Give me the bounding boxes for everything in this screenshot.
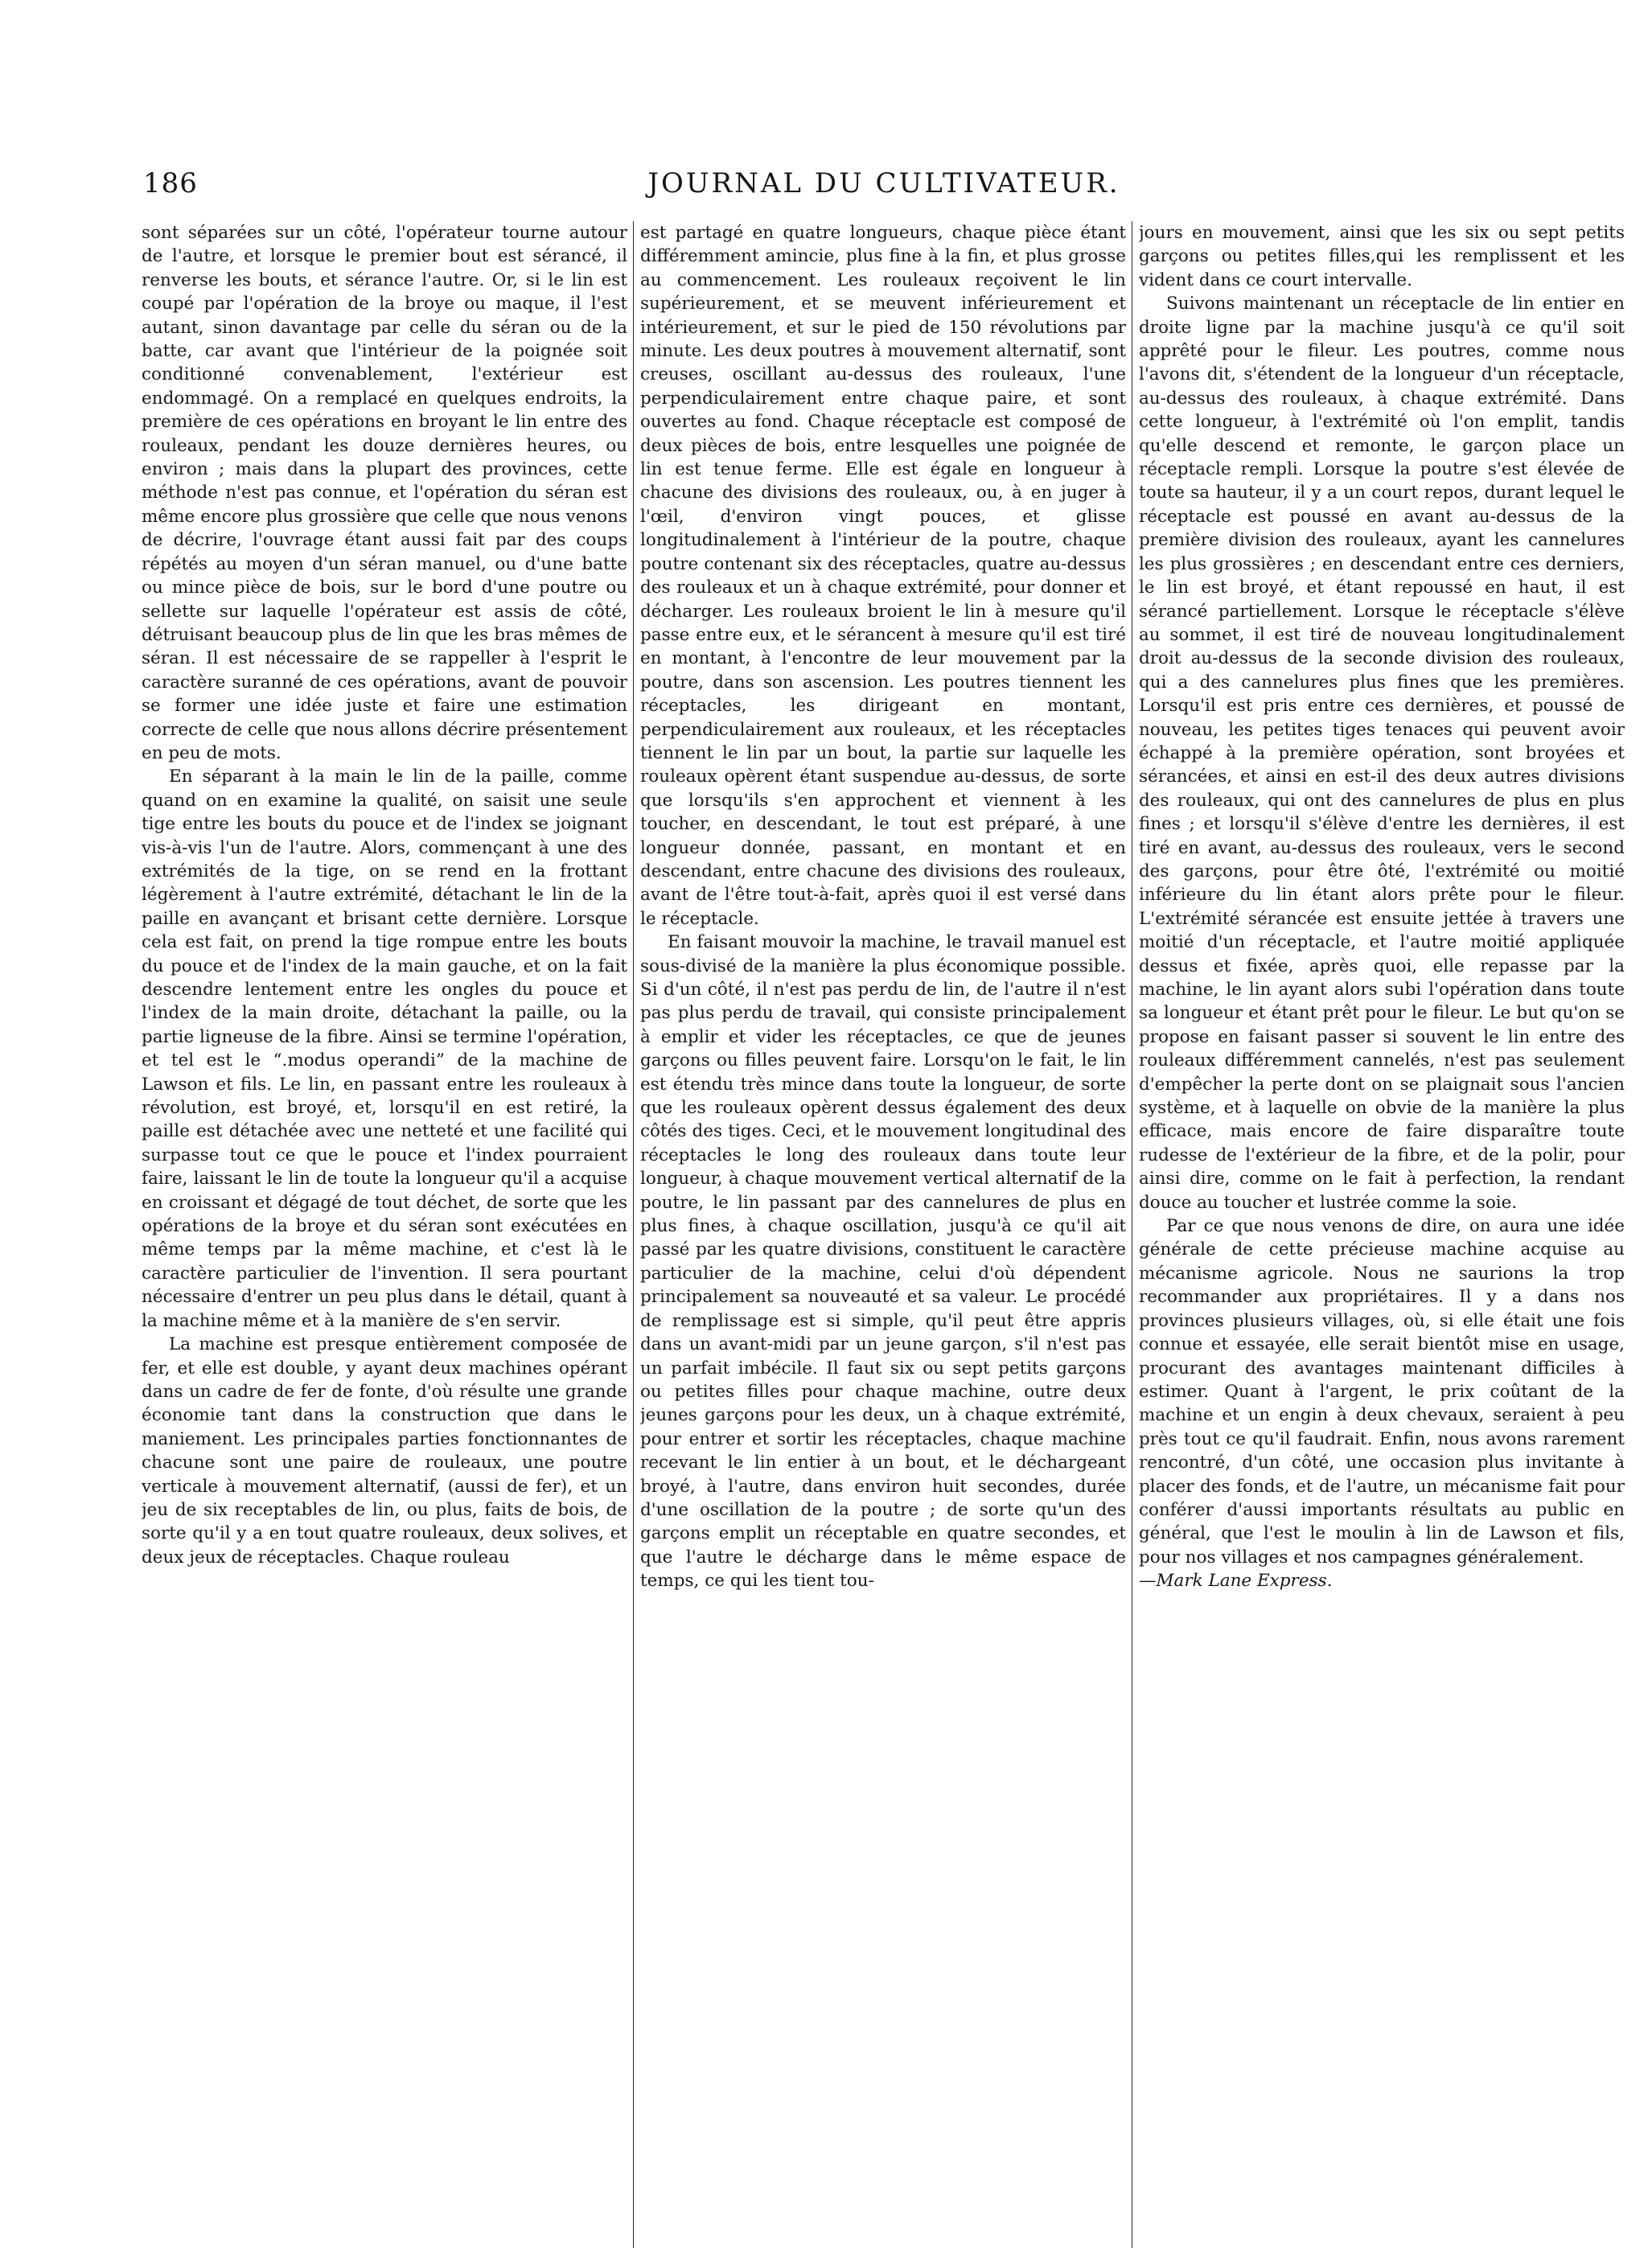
text-column-3	[1139, 221, 1625, 2248]
paragraph: En séparant à la main le lin de la paille, comme quand on en examine la qualité, on saisit une seule tige entre les bouts du pouce et de l'index se joignant vis-à-vis l'un de l'autre. Alors, commençant à une des extrémités de la tige, on se rend en la frottant légèrement à l'autre extrémité, détachant le lin de la paille en avançant et brisant cette dernière. Lorsque cela est fait, on prend la tige rompue entre les bouts du pouce et de l'index de la main gauche, et on la fait descendre lentement entre les ongles du pouce et l'index de la main droite, détachant la paille, ou la partie ligneuse de la fibre. Ainsi se termine l'opération, et tel est le “.modus operandi” de la machine de Lawson et fils. Le lin, en passant entre les rouleaux à révolution, est broyé, et, lorsqu'il en est retiré, la paille est détachée avec une netteté et une facilité qui surpasse tout ce que le pouce et l'index pourraient faire, laissant le lin de toute la longueur qu'il a acquise en croissant et dégagé de tout déchet, de sorte que les opérations de la broye et du séran sont exécutées en même temps par la même machine, et c'est là le caractère particulier de l'invention. Il sera pourtant nécessaire d'entrer un peu plus dans le détail, quant à la machine même et à la manière de s'en servir.	[142, 766, 627, 1331]
text-column-2	[640, 221, 1126, 2248]
page-header	[143, 167, 1625, 203]
source-signature: —Mark Lane Express.	[1139, 1571, 1333, 1592]
paragraph: Suivons maintenant un réceptacle de lin entier en droite ligne par la machine jusqu'à ce qu'il soit apprêté pour le fileur. Les poutres, comme nous l'avons dit, s'étendent de la longueur d'un réceptacle, au-dessus des rouleaux, à chaque extrémité. Dans cette longueur, à l'extrémité où l'on emplit, tandis qu'elle descend et remonte, le garçon place un réceptacle rempli. Lorsque la poutre s'est élevée de toute sa hauteur, il y a un court repos, durant lequel le réceptacle est poussé en avant au-dessus de la première division des rouleaux, ayant les cannelures les plus grossières ; en descendant entre ces derniers, le lin est broyé, et étant repoussé en haut, il est sérancé partiellement. Lorsque le réceptacle s'élève au sommet, il est tiré de nouveau longitudinalement droit au-dessus de la seconde division des rouleaux, qui a des cannelures plus fines que les premières. Lorsqu'il est pris entre ces dernières, et poussé de nouveau, les petites tiges tenaces qui peuvent avoir échappé à la première opération, sont broyées et sérancées, et ainsi en est-il des deux autres divisions des rouleaux, qui ont des cannelures de plus en plus fines ; et lorsqu'il s'élève d'entre les dernières, il est tiré en avant, au-dessus des rouleaux, vers le second des garçons, pour être ôté, l'extrémité ou moitié inférieure du lin étant alors prête pour le fileur. L'extrémité sérancée est ensuite jettée à travers une moitié d'un réceptacle, et l'autre moitié appliquée dessus et fixée, après quoi, elle repasse par la machine, le lin ayant alors subi l'opération dans toute sa longueur et étant prêt pour le fileur. Le but qu'on se propose en faisant passer si souvent le lin entre des rouleaux différemment cannelés, n'est pas seulement d'empêcher la perte dont on se plaignait sous l'ancien système, et à laquelle on obvie de la manière la plus efficace, mais encore de faire disparaître toute rudesse de l'extérieur de la fibre, et de la polir, pour ainsi dire, comme on le fait à perfection, la rendant douce au toucher et lustrée comme la soie.	[1139, 294, 1625, 1213]
paragraph: La machine est presque entièrement composée de fer, et elle est double, y ayant deux machines opérant dans un cadre de fer de fonte, d'où résulte une grande économie tant dans la construction que dans le maniement. Les principales parties fonctionnantes de chacune sont une paire de rouleaux, une poutre verticale à mouvement alternatif, (aussi de fer), et un jeu de six receptables de lin, ou plus, faits de bois, de sorte qu'il y a en tout quatre rouleaux, deux solives, et deux jeux de réceptacles. Chaque rouleau	[142, 1334, 627, 1568]
paragraph: En faisant mouvoir la machine, le travail manuel est sous-divisé de la manière la plus économique possible. Si d'un côté, il n'est pas perdu de lin, de l'autre il n'est pas plus perdu de travail, qui consiste principalement à emplir et vider les réceptacles, ce que de jeunes garçons ou filles peuvent faire. Lorsqu'on le fait, le lin est étendu très mince dans toute la longueur, de sorte que les rouleaux opèrent dessus également des deux côtés des tiges. Ceci, et le mouvement longitudinal des réceptacles le long des rouleaux dans toute leur longueur, à chaque mouvement vertical alternatif de la poutre, le lin passant par des cannelures de plus en plus fines, à chaque oscillation, jusqu'à ce qu'il ait passé par les quatre divisions, constituent le caractère particulier de la machine, celui d'où dépendent principalement sa nouveauté et sa valeur. Le procédé de remplissage est si simple, qu'il peut être appris dans un avant-midi par un jeune garçon, s'il n'est pas un parfait imbécile. Il faut six ou sept petits garçons ou petites filles pour chaque machine, outre deux jeunes garçons pour les deux, un à chaque extrémité, pour entrer et sortir les réceptacles, chaque machine recevant le lin entier à un bout, et le déchargeant broyé, à l'autre, dans environ huit secondes, durée d'une oscillation de la poutre ; de sorte qu'un des garçons emplit un réceptable en quatre secondes, et que l'autre le décharge dans le même espace de temps, ce qui les tient tou-	[640, 932, 1126, 1592]
paragraph: jours en mouvement, ainsi que les six ou sept petits garçons ou petites filles,qui les remplissent et les vident dans ce court intervalle.	[1139, 223, 1625, 290]
text-column-1	[142, 221, 627, 2248]
page-number: 186	[143, 167, 198, 199]
article-body	[142, 221, 1626, 2248]
column-divider	[633, 221, 634, 2248]
paragraph: Par ce que nous venons de dire, on aura une idée générale de cette précieuse machine acquise au mécanisme agricole. Nous ne saurions la trop recommander aux propriétaires. Il y a dans nos provinces plusieurs villages, où, si elle était une fois connue et essayée, elle serait bientôt mise en usage, procurant des avantages maintenant difficiles à estimer. Quant à l'argent, le prix coûtant de la machine et un engin à deux chevaux, seraient à peu près tout ce qu'il faudrait. Enfin, nous avons rarement rencontré, d'un côté, une occasion plus invitante à placer des fonds, et de l'autre, un mécanisme fait pour conférer d'aussi importants résultats au public en général, que l'est le moulin à lin de Lawson et fils, pour nos villages et nos campagnes généralement.	[1139, 1216, 1625, 1568]
running-title: JOURNAL DU CULTIVATEUR.	[647, 167, 1120, 199]
paragraph: est partagé en quatre longueurs, chaque pièce étant différemment amincie, plus fine à la fin, et plus grosse au commencement. Les rouleaux reçoivent le lin supérieurement, et se meuvent inférieurement et intérieurement, et sur le pied de 150 révolutions par minute. Les deux poutres à mouvement alternatif, sont creuses, oscillant au-dessus des rouleaux, l'une perpendiculairement entre chaque paire, et sont ouvertes au fond. Chaque réceptacle est composé de deux pièces de bois, entre lesquelles une poignée de lin est tenue ferme. Elle est égale en longueur à chacune des divisions des rouleaux, ou, à en juger à l'œil, d'environ vingt pouces, et glisse longitudinalement à l'intérieur de la poutre, chaque poutre contenant six des réceptacles, quatre au-dessus des rouleaux et un à chaque extrémité, pour donner et décharger. Les rouleaux broient le lin à mesure qu'il passe entre eux, et le sérancent à mesure qu'il est tiré en montant, à l'encontre de leur mouvement par la poutre, dans son ascension. Les poutres tiennent les réceptacles, les dirigeant en montant, perpendiculairement aux rouleaux, et les réceptacles tiennent le lin par un bout, la partie sur laquelle les rouleaux opèrent étant suspendue au-dessus, de sorte que lorsqu'ils s'en approchent et viennent à les toucher, en descendant, le tout est préparé, à une longueur donnée, passant, en montant et en descendant, entre chacune des divisions des rouleaux, avant de l'être tout-à-fait, après quoi il est versé dans le réceptacle.	[640, 223, 1126, 929]
paragraph: sont séparées sur un côté, l'opérateur tourne autour de l'autre, et lorsque le premier bout est sérancé, il renverse les bouts, et sérance l'autre. Or, si le lin est coupé par l'opération de la broye ou maque, il l'est autant, sinon davantage par celle du séran ou de la batte, car avant que l'intérieur de la poignée soit conditionné convenablement, l'extérieur est endommagé. On a remplacé en quelques endroits, la première de ces opérations en broyant le lin entre des rouleaux, pendant les douze dernières heures, ou environ ; mais dans la plupart des provinces, cette méthode n'est pas connue, et l'opération du séran est même encore plus grossière que celle que nous venons de décrire, l'ouvrage étant aussi fait par des coups répétés au moyen d'un séran manuel, ou d'une batte ou mince pièce de bois, sur le bord d'une poutre ou sellette sur laquelle l'opérateur est assis de côté, détruisant beaucoup plus de lin que les bras mêmes de séran. Il est nécessaire de se rappeller à l'esprit le caractère suranné de ces opérations, avant de pouvoir se former une idée juste et faire une estimation correcte de celle que nous allons décrire présentement en peu de mots.	[142, 223, 627, 763]
